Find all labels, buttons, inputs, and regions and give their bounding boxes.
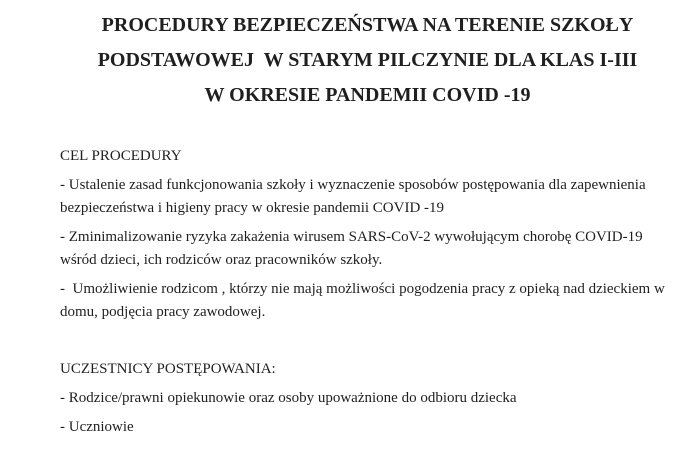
title-line-2: PODSTAWOWEJ W STARYM PILCZYNIE DLA KLAS I-III: [97, 49, 638, 71]
document-title: [60, 8, 675, 113]
list-item: - Ustalenie zasad funkcjonowania szkoły i wyznaczenie sposobów postępowania dla zapewnienia bezpieczeństwa i higieny pracy w okresie pandemii COVID -19: [60, 177, 650, 216]
list-item: - Zminimalizowanie ryzyka zakażenia wirusem SARS-CoV-2 wywołującym chorobę COVID-19 wśród dzieci, ich rodziców oraz pracowników szkoły.: [60, 229, 647, 268]
list-item: - Rodzice/prawni opiekunowie oraz osoby upoważnione do odbioru dziecka: [60, 390, 517, 406]
section-cel-procedury: [60, 145, 680, 324]
section-uczestnicy-postepowania: [60, 358, 680, 439]
title-line-1: PROCEDURY BEZPIECZEŃSTWA NA TERENIE SZKOŁY: [101, 14, 634, 36]
list-item: - Uczniowie: [60, 419, 134, 435]
section-heading-uczestnicy-postepowania: UCZESTNICY POSTĘPOWANIA:: [60, 361, 276, 377]
section-heading-cel-procedury: CEL PROCEDURY: [60, 148, 182, 164]
list-item: - Umożliwienie rodzicom , którzy nie mają możliwości pogodzenia pracy z opieką nad dzieckiem w domu, podjęcia pracy zawodowej.: [60, 281, 669, 320]
title-line-3: W OKRESIE PANDEMII COVID -19: [204, 84, 531, 106]
